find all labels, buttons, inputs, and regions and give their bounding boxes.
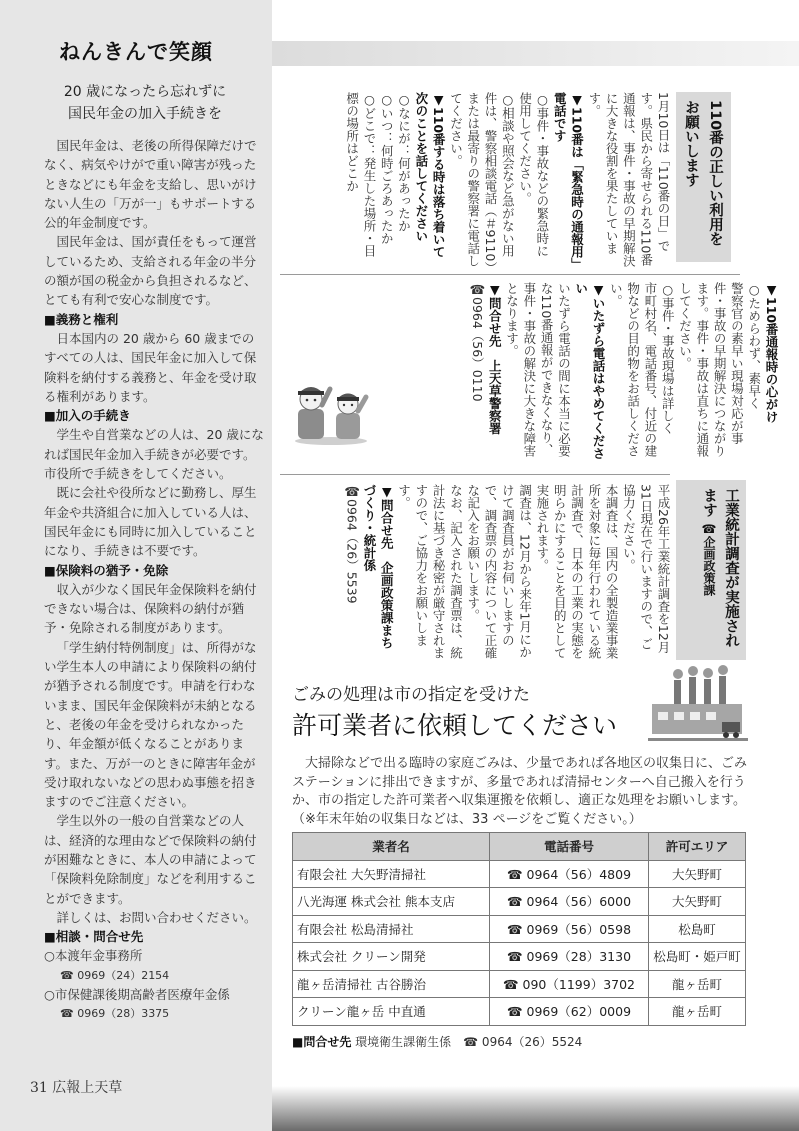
header-phone: 電話番号 — [490, 833, 649, 861]
survey-contact-heading: ▼問合せ先 企画政策課まちづくり・統計係 — [361, 484, 395, 649]
police-paragraph: いたずら電話の間に本当に必要な110番通報ができなくなり、事件・事故の解決に大きな障害となります。 — [504, 282, 572, 457]
police-contact-heading: ▼問合せ先 上天草警察署 — [487, 282, 503, 435]
table-row — [293, 970, 746, 998]
pension-paragraph: 日本国内の 20 歳から 60 歳までのすべての人は、国民年金に加入して保険料を納付する義務と、年金を受け取る権利があります。 — [44, 330, 257, 404]
sidebar-subtitle-1: 20 歳になったら忘れずに — [63, 84, 227, 100]
survey-paragraph: 本調査は、国内の全製造業事業所を対象に毎年行われている統計調査で、日本の工業の実態を明らかにすることを目的として実施されます。 — [534, 484, 620, 659]
firm-area: 大矢野町 — [649, 860, 746, 888]
firm-area: 龍ヶ岳町 — [649, 998, 746, 1026]
divider — [280, 474, 670, 475]
pension-paragraph: 国民年金は、国が責任をもって運営しているため、支給される年金の半分の額が国の税金から負担されるなど、とても有利で安心な制度です。 — [44, 234, 257, 308]
police-officers-illustration — [292, 375, 370, 445]
contact-tel: ☎ 0969（28）3375 — [60, 1007, 170, 1021]
firm-name: 有限会社 大矢野清掃社 — [293, 860, 490, 888]
survey-title-box — [676, 480, 746, 660]
header-firm: 業者名 — [293, 833, 490, 861]
page-footer: 31 広報上天草 — [30, 1080, 123, 1096]
police-paragraph: 市町村名、電話番号、付近の建物などの目的物をお話しください。 — [608, 282, 658, 457]
survey-paragraph: 調査は、12月から来年1月にかけて調査員がお伺いしますので、調査票の内容について正確な記入をお願いします。 — [465, 484, 533, 659]
pension-article — [44, 136, 266, 1024]
garbage-contact — [292, 1033, 582, 1050]
garbage-title: 許可業者に依頼してください — [292, 711, 618, 740]
police-paragraph: 1月10日は「110番の日」です。県民から寄せられる110番通報は、事件・事故の早期解決に大きな役割を果たしています。 — [586, 92, 671, 267]
divider — [280, 274, 740, 275]
police-paragraph: ○どこで：発生した場所・目標の場所はどこか — [344, 92, 377, 257]
police-paragraph: ○ためらわず、素早く — [746, 282, 762, 410]
table-row — [293, 860, 746, 888]
section-heading: ■加入の手続き — [44, 408, 131, 424]
firm-area: 松島町・姫戸町 — [649, 943, 746, 971]
garbage-contact-label: ■問合せ先 — [292, 1035, 352, 1049]
header-bar — [272, 41, 799, 66]
police-heading: ▼110番する時は落ち着いて次のことを話してください — [413, 92, 447, 259]
sidebar-title: ねんきんで笑顔 — [59, 40, 213, 64]
garbage-body: 大掃除などで出る臨時の家庭ごみは、少量であれば各地区の収集日に、ごみステーションに排出できますが、多量であれば清掃センターへ自己搬入を行うか、市の指定した許可業者へ収集運搬を依頼し、適正な処理をお願いします。（※年末年始の収集日などは、33 ページをご覧ください。） — [292, 756, 748, 827]
header-area: 許可エリア — [649, 833, 746, 861]
pension-paragraph: 学生以外の一般の自営業などの人は、経済的な理由などで保険料の納付が困難なときに、本人の申請によって「保険料免除制度」などを利用することができます。 — [44, 813, 257, 906]
firm-phone: ☎ 0969（28）3130 — [490, 943, 649, 971]
police-paragraph: 警察官の素早い現場対応が事件・事故の早期解決につながります。事件・事故は直ちに通報してください。 — [677, 282, 745, 457]
garbage-contact-text: 環境衛生課衛生係 ☎ 0964（26）5524 — [355, 1035, 583, 1049]
police-contact-tel: ☎0964（56）0110 — [469, 282, 485, 402]
licensed-firms-table — [292, 832, 746, 1026]
police-paragraph: ○事件・事故などの緊急時に使用してください。 — [517, 92, 550, 257]
pension-paragraph: 収入が少なく国民年金保険料を納付できない場合は、保険料の納付が猶予・免除される制度があります。 — [44, 581, 257, 636]
firm-area: 松島町 — [649, 915, 746, 943]
police-paragraph: ○相談や照会など急がない用件は、警察相談電話（＃9110）または最寄りの警察署に電話してください。 — [448, 92, 516, 268]
firm-name: 有限会社 松島清掃社 — [293, 915, 490, 943]
police-paragraph: ○なにが：何があったか — [396, 92, 412, 232]
survey-article — [280, 484, 672, 660]
section-heading: ■保険料の猶予・免除 — [44, 562, 169, 578]
police-paragraph: ○事件・事故現場は詳しく — [660, 282, 676, 435]
survey-paragraph: なお、記入された調査票は、統計法に基づき秘密が厳守されますので、ご協力をお願いします。 — [396, 484, 464, 659]
firm-phone: ☎ 0969（62）0009 — [490, 998, 649, 1026]
contact-tel: ☎ 0969（24）2154 — [60, 968, 170, 982]
firm-name: 龍ヶ岳清掃社 古谷勝治 — [293, 970, 490, 998]
firm-name: クリーン龍ヶ岳 中直通 — [293, 998, 490, 1026]
sidebar — [0, 0, 272, 1131]
firm-name: 八光海運 株式会社 熊本支店 — [293, 888, 490, 916]
firm-area: 龍ヶ岳町 — [649, 970, 746, 998]
sidebar-subtitle-2: 国民年金の加入手続きを — [68, 106, 222, 122]
section-heading: ■相談・問合せ先 — [44, 929, 144, 945]
survey-contact-tel: ☎0964（26）5539 — [344, 484, 360, 604]
firm-phone: ☎ 0969（56）0598 — [490, 915, 649, 943]
police-article-bottom — [370, 282, 780, 468]
pension-paragraph: 既に会社や役所などに勤務し、厚生年金や共済組合に加入している人は、国民年金にも同時に加入していることになり、手続きは不要です。 — [44, 485, 257, 559]
pension-paragraph: 詳しくは、お問い合わせください。 — [56, 909, 257, 925]
police-paragraph: ○いつ：何時ごろあったか — [379, 92, 395, 245]
firm-phone: ☎ 090（1199）3702 — [490, 970, 649, 998]
police-heading: ▼110番は「緊急時の通報用」電話です — [552, 92, 585, 265]
table-header-row — [293, 833, 746, 861]
police-article-top — [280, 92, 672, 268]
section-heading: ■義務と権利 — [44, 311, 119, 327]
police-heading: ▼いたずら電話はやめてください — [573, 282, 607, 460]
survey-dept: ☎企画政策課 — [702, 522, 716, 597]
survey-paragraph: 平成26年工業統計調査を12月31日現在で行いますので、ご協力ください。 — [621, 484, 671, 654]
survey-title: 工業統計調査が実施されます — [701, 488, 739, 648]
police-title-box — [676, 92, 731, 262]
firm-name: 株式会社 クリーン開発 — [293, 943, 490, 971]
contact-name: ○市保健課後期高齢者医療年金係 — [44, 987, 230, 1003]
factory-icon — [648, 664, 748, 744]
table-row — [293, 998, 746, 1026]
pension-paragraph: 国民年金は、老後の所得保障だけでなく、病気やけがで重い障害が残ったときなどにも年金を支給し、思いがけない人生の「万が一」もサポートする公的年金制度です。 — [44, 138, 257, 231]
footer-bar — [272, 1086, 799, 1131]
table-row — [293, 915, 746, 943]
pension-paragraph: 「学生納付特例制度」は、所得がない学生本人の申請により保険料の納付が猶予される制度です。申請を行わないまま、国民年金保険料が未納となると、老後の年金を受けられなかったり、年金額が低くなることがあります。また、万が一のときに障害年金が受け取れないなどの思わぬ事態を招きますのでご注意ください。 — [44, 639, 257, 810]
garbage-subtitle: ごみの処理は市の指定を受けた — [292, 685, 530, 705]
police-heading: ▼110番通報時の心がけ — [764, 282, 779, 424]
table-row — [293, 888, 746, 916]
police-title: 110番の正しい利用をお願いします — [683, 100, 723, 247]
firm-area: 大矢野町 — [649, 888, 746, 916]
firm-phone: ☎ 0964（56）6000 — [490, 888, 649, 916]
firm-phone: ☎ 0964（56）4809 — [490, 860, 649, 888]
table-row — [293, 943, 746, 971]
pension-paragraph: 学生や自営業などの人は、20 歳になれば国民年金加入手続きが必要です。市役所で手続きをしてください。 — [44, 427, 264, 482]
contact-name: ○本渡年金事務所 — [44, 948, 143, 964]
